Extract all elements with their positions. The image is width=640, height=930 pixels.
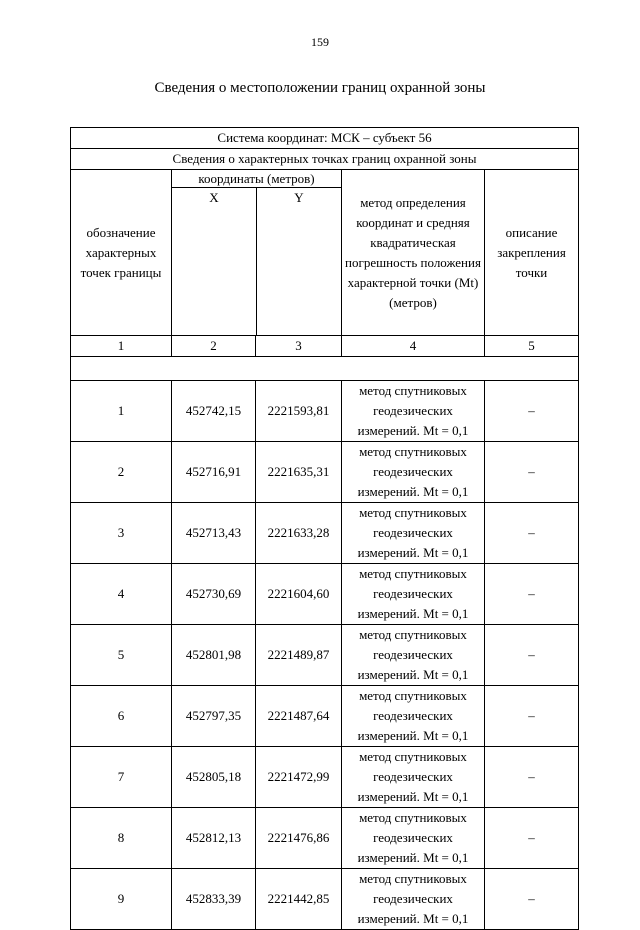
method-cell: метод спутниковых геодезических измерений. Mt = 0,1 <box>342 747 485 808</box>
table-row <box>71 442 579 503</box>
spacer-cell <box>71 357 579 381</box>
description-cell: – <box>485 747 579 808</box>
x-column-header: X <box>172 188 257 335</box>
table-row <box>71 747 579 808</box>
point-cell: 9 <box>71 869 172 930</box>
x-coordinate-cell: 452805,18 <box>172 747 256 808</box>
y-coordinate-cell: 2221633,28 <box>256 503 342 564</box>
table-row <box>71 564 579 625</box>
method-cell: метод спутниковых геодезических измерений. Mt = 0,1 <box>342 381 485 442</box>
point-cell: 4 <box>71 564 172 625</box>
x-coordinate-cell: 452801,98 <box>172 625 256 686</box>
description-cell: – <box>485 381 579 442</box>
document-title: Сведения о местоположении границ охранной зоны <box>154 80 486 96</box>
y-coordinate-cell: 2221635,31 <box>256 442 342 503</box>
column-number: 5 <box>485 336 579 357</box>
x-coordinate-cell: 452730,69 <box>172 564 256 625</box>
x-coordinate-cell: 452812,13 <box>172 808 256 869</box>
point-cell: 8 <box>71 808 172 869</box>
column-number: 1 <box>71 336 172 357</box>
method-cell: метод спутниковых геодезических измерений. Mt = 0,1 <box>342 503 485 564</box>
description-cell: – <box>485 869 579 930</box>
point-cell: 3 <box>71 503 172 564</box>
coordinates-label: координаты (метров) <box>172 170 341 188</box>
method-cell: метод спутниковых геодезических измерений. Mt = 0,1 <box>342 564 485 625</box>
table-row <box>71 808 579 869</box>
method-column-header: метод определения координат и средняя квадратическая погрешность положения характерной точки (Mt) (метров) <box>342 170 485 336</box>
table-row <box>71 869 579 930</box>
section-header: Сведения о характерных точках границ охранной зоны <box>71 149 579 170</box>
y-coordinate-cell: 2221593,81 <box>256 381 342 442</box>
y-coordinate-cell: 2221442,85 <box>256 869 342 930</box>
x-coordinate-cell: 452833,39 <box>172 869 256 930</box>
column-numbers-row <box>71 336 579 357</box>
point-cell: 2 <box>71 442 172 503</box>
boundary-points-table <box>70 127 579 930</box>
description-cell: – <box>485 503 579 564</box>
point-cell: 6 <box>71 686 172 747</box>
column-number: 4 <box>342 336 485 357</box>
x-coordinate-cell: 452797,35 <box>172 686 256 747</box>
spacer-row <box>71 357 579 381</box>
table-row <box>71 503 579 564</box>
description-cell: – <box>485 564 579 625</box>
page-number: 159 <box>311 35 329 49</box>
method-cell: метод спутниковых геодезических измерений. Mt = 0,1 <box>342 686 485 747</box>
y-coordinate-cell: 2221487,64 <box>256 686 342 747</box>
y-coordinate-cell: 2221472,99 <box>256 747 342 808</box>
method-cell: метод спутниковых геодезических измерений. Mt = 0,1 <box>342 625 485 686</box>
table-row <box>71 686 579 747</box>
column-number: 2 <box>172 336 256 357</box>
column-number: 3 <box>256 336 342 357</box>
coordinate-system-header: Система координат: МСК – субъект 56 <box>71 128 579 149</box>
point-column-header: обозначение характерных точек границы <box>71 170 172 336</box>
y-coordinate-cell: 2221476,86 <box>256 808 342 869</box>
x-coordinate-cell: 452713,43 <box>172 503 256 564</box>
y-coordinate-cell: 2221604,60 <box>256 564 342 625</box>
y-coordinate-cell: 2221489,87 <box>256 625 342 686</box>
y-column-header: Y <box>294 190 304 205</box>
table-row <box>71 381 579 442</box>
method-cell: метод спутниковых геодезических измерений. Mt = 0,1 <box>342 869 485 930</box>
description-cell: – <box>485 808 579 869</box>
x-coordinate-cell: 452716,91 <box>172 442 256 503</box>
method-cell: метод спутниковых геодезических измерений. Mt = 0,1 <box>342 808 485 869</box>
description-cell: – <box>485 625 579 686</box>
point-cell: 5 <box>71 625 172 686</box>
method-cell: метод спутниковых геодезических измерений. Mt = 0,1 <box>342 442 485 503</box>
table-row <box>71 625 579 686</box>
coordinates-column-header <box>172 170 342 336</box>
x-coordinate-cell: 452742,15 <box>172 381 256 442</box>
description-cell: – <box>485 442 579 503</box>
description-cell: – <box>485 686 579 747</box>
description-column-header: описание закрепления точки <box>485 170 579 336</box>
point-cell: 1 <box>71 381 172 442</box>
point-cell: 7 <box>71 747 172 808</box>
